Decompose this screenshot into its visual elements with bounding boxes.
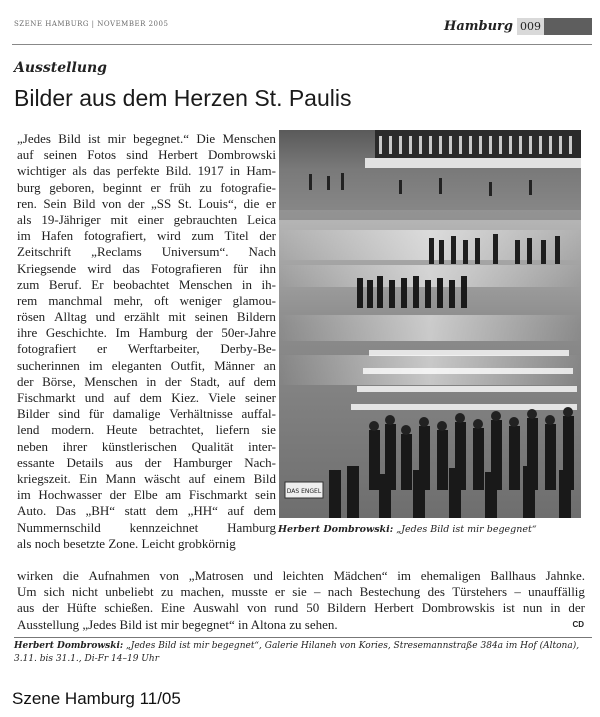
full-width-text-line [17,568,585,584]
word: machen, [180,584,225,600]
word: von [159,568,180,583]
word: ihre [17,325,38,341]
word: glamou- [232,292,276,308]
word: oft [154,292,169,308]
word: beginnt [102,179,142,195]
word: modern. [51,422,95,438]
word: Fotografieren [151,260,222,276]
column-text-line [17,358,276,374]
word: ehemaligen [420,568,481,583]
column-text-line [17,196,276,212]
full-width-text-line [17,600,585,616]
word: erzählt [124,309,160,325]
word: zum [17,276,40,292]
word: das [93,163,111,179]
word: „SS [151,195,172,211]
word: liefern [215,422,250,438]
word: Bild. [165,163,192,179]
word: im [17,487,31,503]
word: in [229,163,241,179]
word: ih- [261,276,276,292]
word: Heute [106,422,138,438]
word: Mädchen“ [333,568,388,583]
column-text-line [17,422,276,438]
street-scene-image [279,130,581,518]
word: einem [213,470,246,486]
word: aus [17,600,35,616]
info-name: Herbert Dombrowski: [14,641,124,651]
word: begegnet.“ [133,131,190,146]
column-text-line [17,406,276,422]
word: das [122,260,140,276]
word: zu [160,584,174,600]
word: aus [115,454,133,470]
column-text-line [17,374,276,390]
word: der [196,325,213,341]
word: Hamburger [173,454,233,470]
word: Türstehers [452,584,508,600]
word: mir [107,131,126,146]
column-text-line [17,487,276,503]
word: dem [155,503,179,519]
word: sie [292,584,307,600]
info-line-2: 3.11. bis 31.1., Di-Fr 14–19 Uhr [14,653,159,664]
word: als [17,211,32,227]
word: der [109,487,127,503]
word: neben [17,438,49,454]
word: auf [17,147,34,163]
word: sich [43,584,65,600]
word: perfekte [116,163,160,179]
word: Hamburg [227,519,276,535]
word: dem [253,373,276,389]
column-text-line [17,520,276,536]
word: Börse, [42,373,76,389]
word: des [427,584,445,600]
word: damalige [112,406,161,422]
word: Dombrowskis [421,600,495,616]
word: er [150,179,161,195]
word: Outfit, [170,357,205,373]
word: sein [255,487,276,503]
word: auf [227,503,245,519]
word: nicht [72,584,99,600]
word: „Matrosen [188,568,244,583]
word: Menschen [178,276,233,292]
word: Bild [58,131,81,146]
word: essante [17,454,55,470]
headline: Bilder aus dem Herzen St. Paulis [14,85,352,111]
word: für [88,406,104,422]
word: der [568,600,585,616]
column-text-line [17,147,276,163]
word: wird [156,228,181,244]
word: auffal- [241,406,276,422]
column-text-line [17,277,276,293]
section-header [444,18,592,35]
word: mehr, [113,292,144,308]
word: als [72,163,87,179]
word: Männer [214,357,255,373]
top-rule [12,44,592,45]
word: Fischmarkt [17,390,76,405]
word: ren. [17,195,37,211]
word: der [127,195,145,211]
word: Alltag [54,309,87,325]
column-text-line [17,131,276,147]
word: ihrer [62,438,88,454]
word: auf [228,373,246,389]
word: „BH“ [85,503,116,519]
word: Derby-Be- [220,341,276,357]
word: Dombrowski [208,147,276,163]
word: Ham- [246,163,276,179]
word: die [243,195,260,211]
word: Auto. [17,503,47,519]
word: Herbert [374,600,414,616]
word: der [164,373,182,389]
word: unauffällig [528,584,585,600]
word: fotografie- [220,179,276,195]
word: Viele [208,390,236,405]
word: von [246,600,267,616]
caption-quote: „Jedes Bild ist mir begegnet“ [393,524,537,535]
word: wird [87,260,112,276]
photo-caption [278,524,537,535]
word: Ballhaus [490,568,536,583]
word: Er [91,276,104,292]
word: „Jedes [17,131,51,146]
word: St. [177,195,192,211]
word: mit [110,211,128,227]
word: statt [124,503,147,519]
word: am [165,487,182,503]
word: Um [17,584,37,600]
word: Hüfte [66,600,97,616]
word: nach [327,584,353,600]
exhibition-info [14,640,586,665]
word: sie [261,422,276,438]
word: Bestechung [359,584,421,600]
column-text-line [17,390,276,406]
word: weniger [179,292,222,308]
word: beobachtet [113,276,170,292]
column-text-line [17,309,276,325]
word: im [17,228,31,244]
word: Bild [72,195,96,211]
word: ist [502,600,515,616]
word: Eine [161,600,185,616]
column-text-line [17,212,276,228]
word: ist [88,131,101,146]
column-text-line [17,503,276,519]
word: sind [126,147,148,163]
word: Jahnke. [545,568,585,583]
word: inter- [248,438,276,454]
word: schießen. [104,600,154,616]
word: und [84,390,105,405]
word: wäscht [144,470,181,486]
word: einer [137,211,164,227]
word: er [274,584,285,600]
word: Die [196,131,216,146]
article-photo [279,130,581,518]
word: „Reclams [91,244,142,260]
word: – [314,584,321,600]
word: Menschen [222,131,276,146]
word: sucherinnen [17,357,80,373]
word: Hochwasser [38,487,102,503]
column-text-line [17,261,276,277]
word: Details [66,454,104,470]
word: – [514,584,521,600]
word: Hamburg [138,325,188,341]
word: betrachtet, [149,422,204,438]
word: Das [55,503,76,519]
word: Im [115,325,130,341]
word: Menschen [84,373,138,389]
word: Verhältnisse [169,406,233,422]
full-width-text-line: Ausstellung „Jedes Bild ist mir begegnet“ in Altona zu sehen. [17,616,338,632]
word: Herbert [158,147,198,163]
word: seiner [244,390,276,405]
word: 50er-Jahre [221,325,276,341]
word: Mann [105,470,136,486]
column-text-line [17,439,276,455]
word: unbeliebt [105,584,154,600]
word: Stadt, [189,373,220,389]
word: wichtiger [17,163,67,179]
word: früh [169,179,191,195]
word: Universum“. [161,244,229,260]
word: Kiez. [171,390,199,405]
word: Hafen [41,228,74,244]
word: gebrauchten [173,211,238,227]
word: rem [17,292,38,308]
word: von [101,195,122,211]
word: der [144,454,162,470]
rubric: Ausstellung [14,60,107,76]
word: „HH“ [187,503,218,519]
word: der [17,373,34,389]
info-details: „Jedes Bild ist mir begegnet“, Galerie Hilaneh von Kories, Stresemannstraße 384a im Hof (Altona), [123,641,580,651]
column-text-line [17,244,276,260]
word: und [253,568,273,583]
word: rund [274,600,299,616]
word: dem [253,503,276,519]
word: im [397,568,412,583]
word: der [259,228,276,244]
word: Fischmarkt [188,487,248,503]
word: und [95,309,116,325]
word: geboren, [49,179,95,195]
article-continuation [17,568,585,633]
article-column [17,131,276,552]
word: kriegszeit. [17,470,71,486]
column-text-line [17,228,276,244]
word: Louis“, [198,195,237,211]
word: ihn [259,260,276,276]
word: seinen [194,309,228,325]
column-text-line [17,341,276,357]
word: wirken [17,568,54,583]
column-text-line: als noch besetzte Zone. Leicht grobkörnig [17,535,236,551]
word: kennzeichnet [129,519,199,535]
section-name: Hamburg [444,19,513,34]
word: Nach- [244,454,276,470]
source-credit: Szene Hamburg 11/05 [12,689,181,708]
word: an [263,357,276,373]
word: 1917 [197,163,224,179]
word: er [97,341,108,357]
word: Auswahl [192,600,240,616]
column-text-line [17,471,276,487]
word: für [232,260,249,276]
word: Fotos [87,147,117,163]
column-text-line [17,163,276,179]
word: eleganten [111,357,162,373]
word: im [88,357,103,373]
word: Geschichte. [45,325,107,341]
word: Titel [224,228,249,244]
word: er [265,195,276,211]
word: fotografiert [17,341,77,357]
column-text-line [17,293,276,309]
word: Aufnahmen [88,568,150,583]
column-text-line [17,325,276,341]
column-text-line [17,455,276,471]
word: Elbe [133,487,158,503]
caption-name: Herbert Dombrowski: [278,524,394,535]
word: Zeitschrift [17,244,72,260]
word: zum [191,228,214,244]
word: Werftarbeiter, [127,341,200,357]
word: burg [17,179,41,195]
author-initials: CD [572,620,584,629]
bottom-rule [14,637,592,638]
word: der [42,600,59,616]
header-bar [544,18,592,35]
word: nun [522,600,543,616]
info-line-1 [14,640,586,653]
word: Ein [79,470,98,486]
word: die [62,568,79,583]
word: Bilder [17,406,50,422]
word: Sein [43,195,67,211]
word: 19-Jähriger [41,211,101,227]
publication-line: SZENE HAMBURG | NOVEMBER 2005 [14,20,169,28]
word: Nummernschild [17,519,101,535]
word: zu [199,179,212,195]
word: Beruf. [48,276,82,292]
word: Kriegsende [17,260,77,276]
word: auf [188,470,206,486]
word: künstlerischen [101,438,177,454]
word: dem [139,390,162,405]
sign-text: DAS ENGEL [286,488,322,495]
word: manchmal [48,292,103,308]
word: Leica [247,211,276,227]
word: Bildern [236,309,276,325]
page-number: 009 [517,18,544,35]
word: leichten [282,568,324,583]
word: mit [168,309,186,325]
word: auf [113,390,131,405]
word: Nach [248,244,276,260]
word: musste [231,584,268,600]
word: seinen [43,147,78,163]
word: in [241,276,252,292]
word: lend [17,422,40,438]
word: Bildern [327,600,367,616]
word: sind [58,406,80,422]
word: 50 [306,600,320,616]
word: Bild [253,470,276,486]
word: fotografiert, [83,228,147,244]
word: in [146,373,157,389]
column-text-line [17,180,276,196]
full-width-text-line [17,584,585,600]
word: rösen [17,309,46,325]
word: in [550,600,561,616]
word: Qualität [191,438,234,454]
